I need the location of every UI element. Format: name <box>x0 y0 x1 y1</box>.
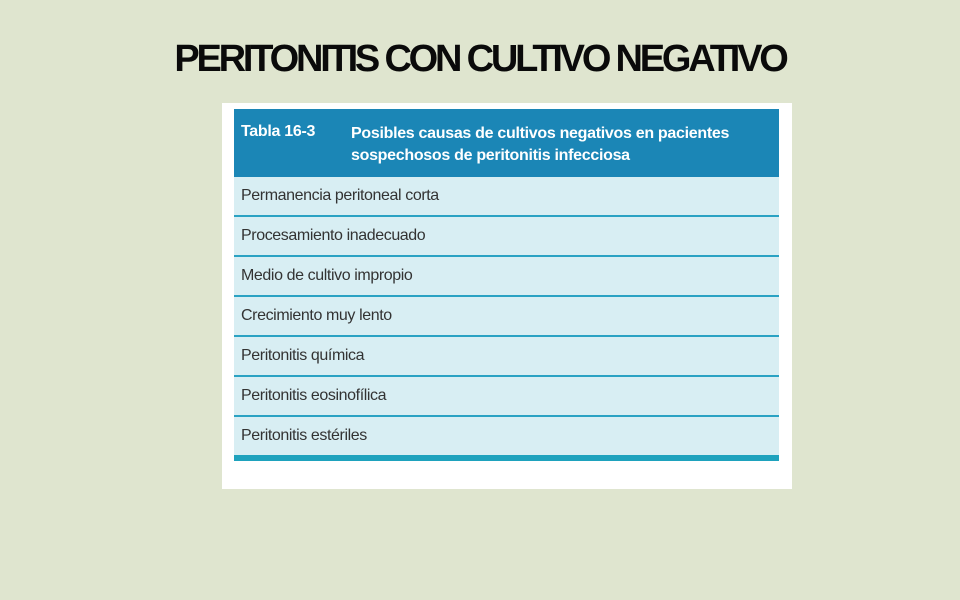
table-row: Procesamiento inadecuado <box>234 215 779 255</box>
table-row: Permanencia peritoneal corta <box>234 175 779 215</box>
table-row: Peritonitis eosinofílica <box>234 375 779 415</box>
causes-table <box>234 109 779 461</box>
table-row: Crecimiento muy lento <box>234 295 779 335</box>
table-image <box>222 103 792 489</box>
table-caption: Posibles causas de cultivos negativos en pacientes sospechosos de peritonitis infecciosa <box>351 125 730 164</box>
table-number: Tabla 16-3 <box>241 123 316 140</box>
table-row: Peritonitis química <box>234 335 779 375</box>
table-row: Peritonitis estériles <box>234 415 779 455</box>
slide-title: PERITONITIS CON CULTIVO NEGATIVO <box>174 38 786 80</box>
table-row: Medio de cultivo impropio <box>234 255 779 295</box>
table-bottom-rule <box>234 455 779 461</box>
table-header <box>234 109 779 175</box>
